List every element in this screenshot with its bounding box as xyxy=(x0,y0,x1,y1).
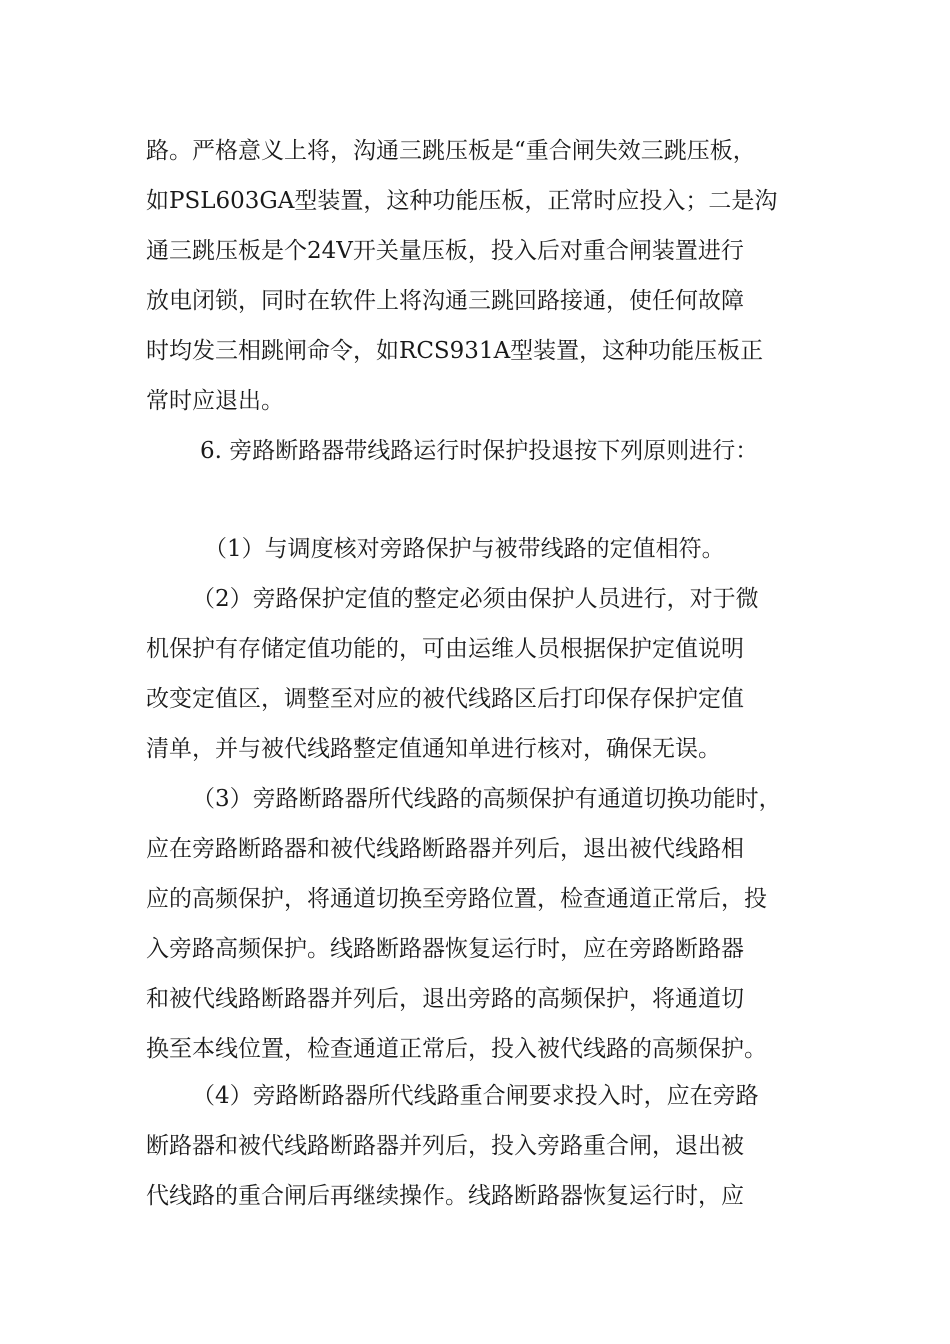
text-line: 应在旁路断路器和被代线路断路器并列后，退出被代线路相 xyxy=(146,836,744,862)
text-line: 清单，并与被代线路整定值通知单进行核对，确保无误。 xyxy=(146,736,721,762)
text-line: 代线路的重合闸后再继续操作。线路断路器恢复运行时，应 xyxy=(146,1183,744,1209)
list-item-2 xyxy=(146,574,810,774)
text-line: 断路器和被代线路断路器并列后，投入旁路重合闸，退出被 xyxy=(146,1133,744,1159)
text-line: 通三跳压板是个24V开关量压板，投入后对重合闸装置进行 xyxy=(146,238,744,264)
text-line: （1）与调度核对旁路保护与被带线路的定值相符。 xyxy=(204,536,725,562)
text-line: 如PSL603GA型装置，这种功能压板，正常时应投入；二是沟 xyxy=(146,188,778,214)
text-line: 常时应退出。 xyxy=(146,388,284,414)
text-line: 入旁路高频保护。线路断路器恢复运行时，应在旁路断路器 xyxy=(146,936,744,962)
text-line: 改变定值区，调整至对应的被代线路区后打印保存保护定值 xyxy=(146,686,744,712)
text-line: 换至本线位置，检查通道正常后，投入被代线路的高频保护。 xyxy=(146,1036,767,1062)
text-line: （3）旁路断路器所代线路的高频保护有通道切换功能时， xyxy=(192,786,782,812)
list-item-1 xyxy=(146,524,810,574)
text-line: 和被代线路断路器并列后，退出旁路的高频保护，将通道切 xyxy=(146,986,744,1012)
text-line: 应的高频保护，将通道切换至旁路位置，检查通道正常后，投 xyxy=(146,886,767,912)
text-line: 路。严格意义上将，沟通三跳压板是“重合闸失效三跳压板， xyxy=(146,138,756,164)
text-line: 放电闭锁，同时在软件上将沟通三跳回路接通，使任何故障 xyxy=(146,288,744,314)
section-heading-6 xyxy=(146,426,810,476)
text-line: 机保护有存储定值功能的，可由运维人员根据保护定值说明 xyxy=(146,636,744,662)
list-item-3 xyxy=(146,774,810,1074)
list-item-4 xyxy=(146,1071,810,1221)
text-line: 时均发三相跳闸命令，如RCS931A型装置，这种功能压板正 xyxy=(146,338,764,364)
paragraph-continuation xyxy=(146,126,810,426)
text-line: （4）旁路断路器所代线路重合闸要求投入时，应在旁路 xyxy=(192,1083,759,1109)
text-line: （2）旁路保护定值的整定必须由保护人员进行，对于微 xyxy=(192,586,759,612)
heading-text: 6. 旁路断路器带线路运行时保护投退按下列原则进行： xyxy=(200,438,759,464)
